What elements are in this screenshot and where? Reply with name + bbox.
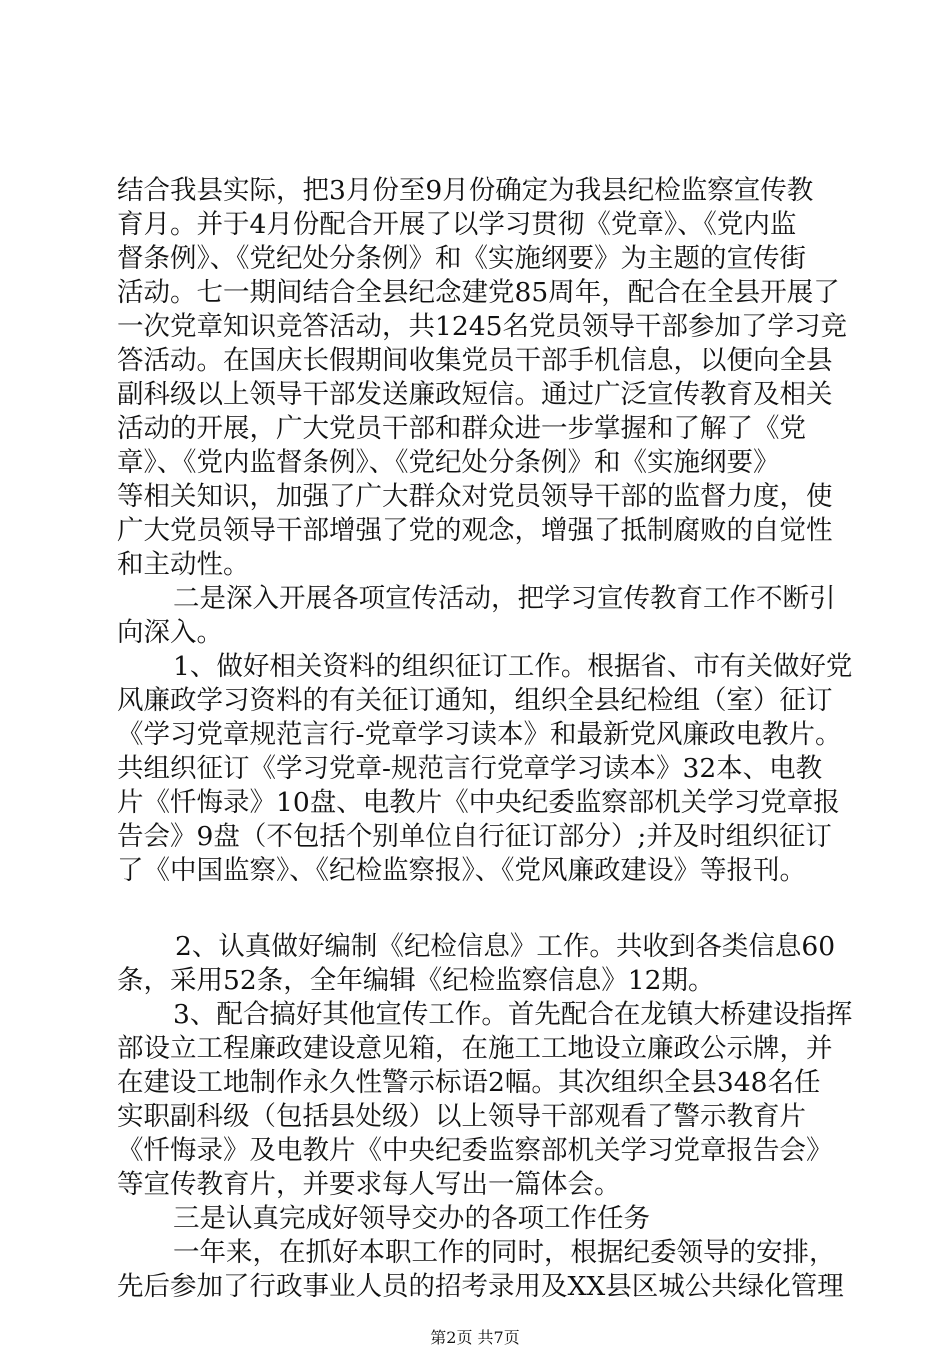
text-line-07: 副科级以上领导干部发送廉政短信。通过广泛宣传教育及相关	[117, 379, 833, 410]
text-line-10: 等相关知识，加强了广大群众对党员领导干部的监督力度，使	[117, 481, 833, 512]
text-line-32: 先后参加了行政事业人员的招考录用及XX县区城公共绿化管理	[117, 1271, 844, 1302]
text-line-30: 三是认真完成好领导交办的各项工作任务	[173, 1203, 650, 1234]
text-line-14: 向深入。	[117, 617, 223, 648]
text-line-13: 二是深入开展各项宣传活动，把学习宣传教育工作不断引	[173, 583, 836, 614]
text-line-16: 风廉政学习资料的有关征订通知，组织全县纪检组（室）征订	[117, 685, 833, 716]
text-line-26: 在建设工地制作永久性警示标语2幅。其次组织全县348名任	[117, 1067, 821, 1098]
text-line-08: 活动的开展，广大党员干部和群众进一步掌握和了解了《党	[117, 413, 806, 444]
text-line-21: 了《中国监察》、《纪检监察报》、《党风廉政建设》等报刊。	[117, 855, 806, 886]
text-line-18: 共组织征订《学习党章-规范言行党章学习读本》32本、电教	[117, 753, 823, 784]
text-line-17: 《学习党章规范言行-党章学习读本》和最新党风廉政电教片。	[117, 719, 842, 750]
text-line-29: 等宣传教育片，并要求每人写出一篇体会。	[117, 1169, 621, 1200]
text-line-01: 结合我县实际，把3月份至9月份确定为我县纪检监察宣传教	[117, 175, 814, 206]
text-line-28: 《忏悔录》及电教片《中央纪委监察部机关学习党章报告会》	[117, 1135, 833, 1166]
text-line-03: 督条例》、《党纪处分条例》和《实施纲要》为主题的宣传街	[117, 243, 806, 274]
text-line-02: 育月。并于4月份配合开展了以学习贯彻《党章》、《党内监	[117, 209, 797, 240]
text-line-12: 和主动性。	[117, 549, 250, 580]
text-line-15: 1、做好相关资料的组织征订工作。根据省、市有关做好党	[173, 651, 853, 682]
text-line-23: 条，采用52条，全年编辑《纪检监察信息》12期。	[117, 965, 715, 996]
text-line-05: 一次党章知识竞答活动，共1245名党员领导干部参加了学习竞	[117, 311, 847, 342]
text-line-04: 活动。七一期间结合全县纪念建党85周年，配合在全县开展了	[117, 277, 840, 308]
text-line-06: 答活动。在国庆长假期间收集党员干部手机信息，以便向全县	[117, 345, 833, 376]
text-line-20: 告会》9盘（不包括个别单位自行征订部分）;并及时组织征订	[117, 821, 832, 852]
text-line-25: 部设立工程廉政建设意见箱，在施工工地设立廉政公示牌，并	[117, 1033, 833, 1064]
text-line-11: 广大党员领导干部增强了党的观念，增强了抵制腐败的自觉性	[117, 515, 833, 546]
text-line-24: 3、配合搞好其他宣传工作。首先配合在龙镇大桥建设指挥	[173, 999, 853, 1030]
text-line-09: 章》、《党内监督条例》、《党纪处分条例》和《实施纲要》	[117, 447, 780, 478]
text-line-22: 2、认真做好编制《纪检信息》工作。共收到各类信息60	[175, 931, 836, 962]
text-line-31: 一年来，在抓好本职工作的同时，根据纪委领导的安排，	[173, 1237, 836, 1268]
text-line-27: 实职副科级（包括县处级）以上领导干部观看了警示教育片	[117, 1101, 806, 1132]
page-footer: 第2页 共7页	[430, 1328, 520, 1347]
text-line-19: 片《忏悔录》10盘、电教片《中央纪委监察部机关学习党章报	[117, 787, 840, 818]
